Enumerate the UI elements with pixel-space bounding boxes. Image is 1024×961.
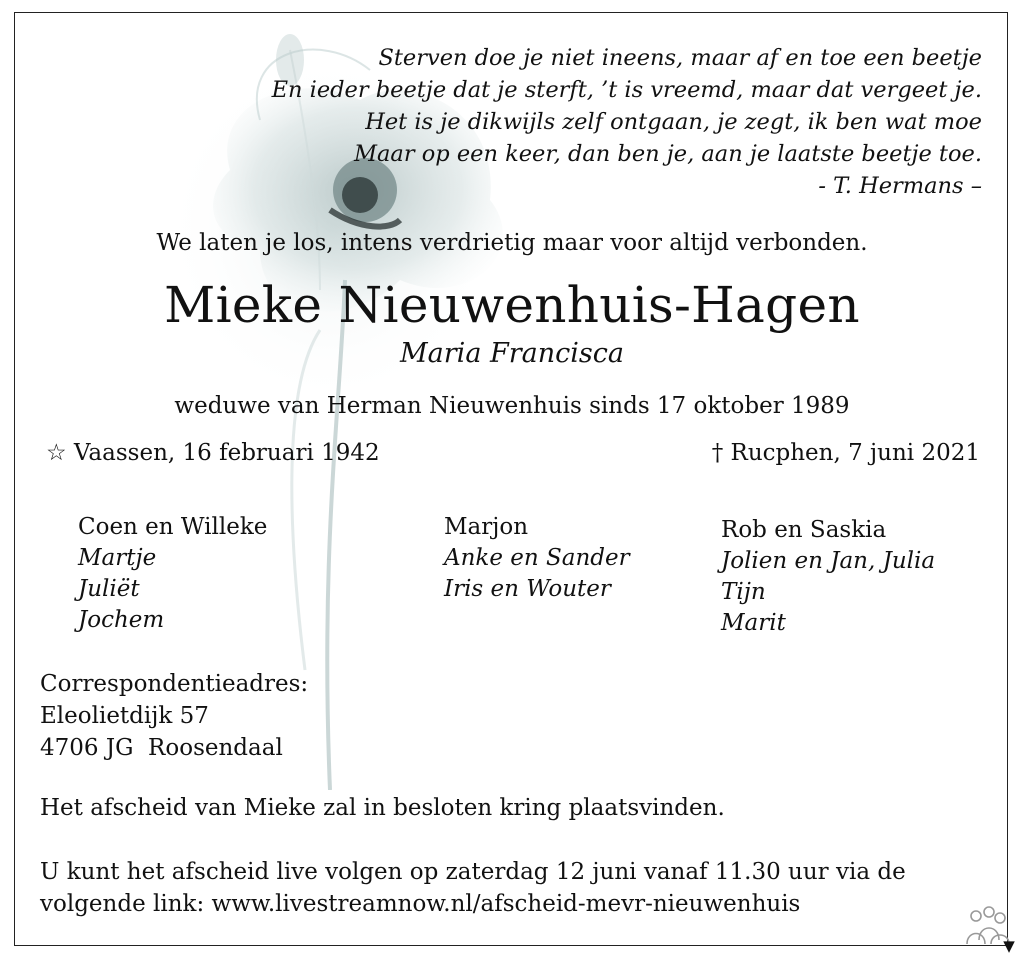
poem-author: - T. Hermans – <box>818 173 982 199</box>
family-group <box>78 512 267 636</box>
triangle-down-icon[interactable]: ▼ <box>1003 937 1015 955</box>
correspondence-label: Correspondentieadres: <box>40 671 309 697</box>
poem <box>272 42 982 202</box>
intro-text: We laten je los, intens verdrietig maar voor altijd verbonden. <box>156 230 868 256</box>
poem-line: En ieder beetje dat je sterft, ’t is vreemd, maar dat vergeet je. <box>271 77 982 103</box>
family-member: Marit <box>721 610 786 636</box>
family-group <box>444 512 630 605</box>
family-member: Martje <box>78 545 157 571</box>
family-member: Jochem <box>78 607 165 633</box>
address-street: Eleolietdijk 57 <box>40 703 209 729</box>
birth-line: ☆ Vaassen, 16 februari 1942 <box>46 440 380 466</box>
family-member: Juliët <box>78 576 140 602</box>
family-head: Marjon <box>444 514 529 540</box>
poem-line: Maar op een keer, dan ben je, aan je laatste beetje toe. <box>353 141 982 167</box>
address-city: 4706 JG Roosendaal <box>40 735 283 761</box>
family-member: Iris en Wouter <box>444 576 611 602</box>
livestream-link[interactable]: volgende link: www.livestreamnow.nl/afscheid-mevr-nieuwenhuis <box>40 891 801 917</box>
poem-line: Sterven doe je niet ineens, maar af en toe een beetje <box>378 45 982 71</box>
given-names: Maria Francisca <box>400 338 624 369</box>
farewell-text: Het afscheid van Mieke zal in besloten kring plaatsvinden. <box>40 795 725 821</box>
family-member: Jolien en Jan, Julia <box>721 548 936 574</box>
death-line: † Rucphen, 7 juni 2021 <box>711 440 980 466</box>
livestream-line: U kunt het afscheid live volgen op zaterdag 12 juni vanaf 11.30 uur via de <box>40 859 906 885</box>
widow-line: weduwe van Herman Nieuwenhuis sinds 17 oktober 1989 <box>174 393 850 419</box>
family-member: Tijn <box>721 579 766 605</box>
family-member: Anke en Sander <box>444 545 630 571</box>
livestream-text <box>40 856 1000 920</box>
family-group <box>721 515 935 639</box>
family-head: Coen en Willeke <box>78 514 268 540</box>
family-head: Rob en Saskia <box>721 517 887 543</box>
deceased-name: Mieke Nieuwenhuis-Hagen <box>164 276 860 334</box>
correspondence-address <box>40 668 308 764</box>
poem-line: Het is je dikwijls zelf ontgaan, je zegt, ik ben wat moe <box>365 109 982 135</box>
